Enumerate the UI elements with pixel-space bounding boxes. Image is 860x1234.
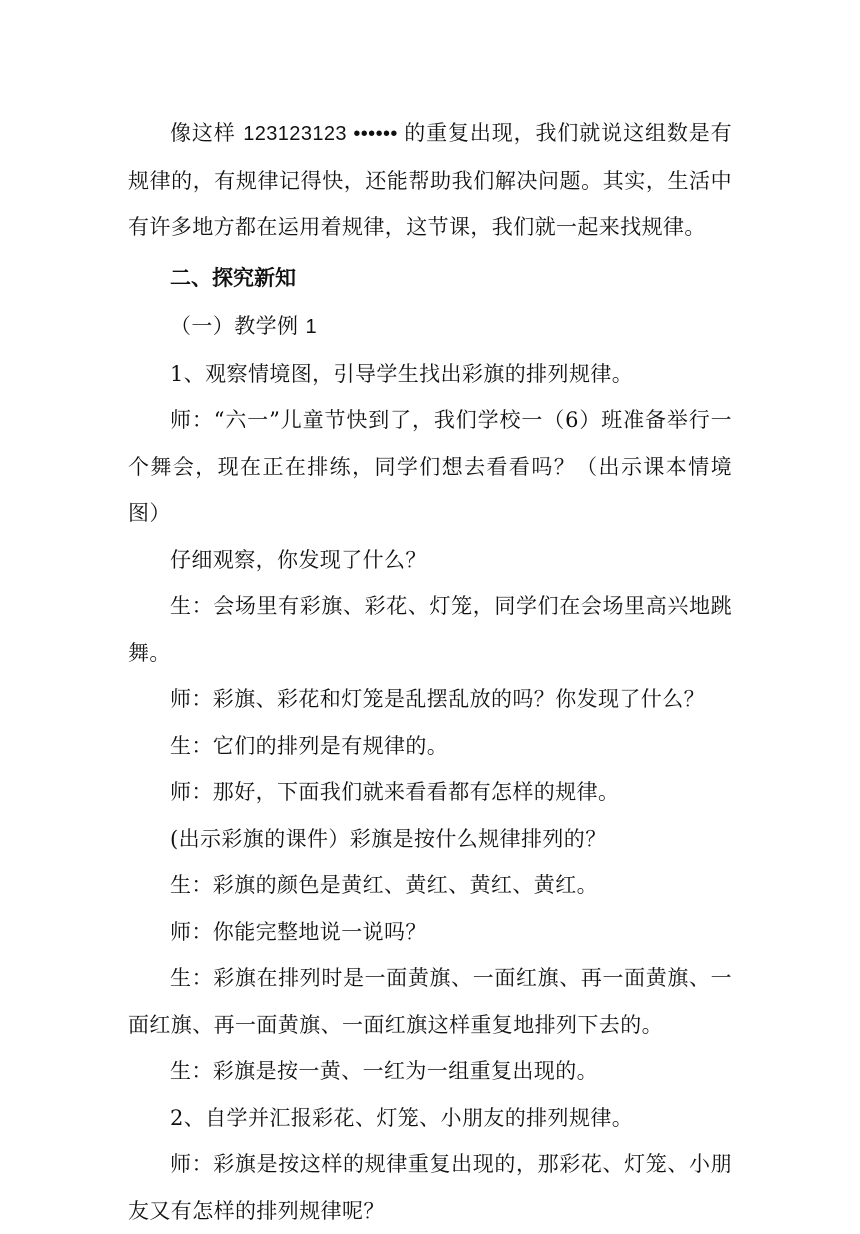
paragraph: 生：彩旗的颜色是黄红、黄红、黄红、黄红。 <box>170 873 598 897</box>
paragraph: 师：你能完整地说一说吗？ <box>170 919 427 944</box>
paragraph: 生：彩旗是按一黄、一红为一组重复出现的。 <box>170 1059 598 1083</box>
paragraph: 生：彩旗在排列时是一面黄旗、一面红旗、再一面黄旗、一面红旗、再一面黄旗、一面红旗这样重复地排列下去的。 <box>128 966 732 1037</box>
paragraph: 仔细观察，你发现了什么？ <box>170 547 427 572</box>
intro-paragraph <box>128 110 732 251</box>
paragraph: 师：彩旗是按这样的规律重复出现的，那彩花、灯笼、小朋友又有怎样的排列规律呢？ <box>128 1152 732 1223</box>
section-heading: 二、探究新知 <box>170 265 296 290</box>
subsection-title <box>128 303 732 351</box>
document-body <box>128 110 732 1234</box>
paragraph: 1、观察情境图，引导学生找出彩旗的排列规律。 <box>170 361 634 386</box>
intro-sequence: 123123123 <box>243 123 347 145</box>
subsection-number: 1 <box>305 316 318 338</box>
intro-prefix: 像这样 <box>170 121 244 145</box>
paragraph: 师：“六一”儿童节快到了，我们学校一（6）班准备举行一个舞会，现在正在排练，同学们想去看看吗？（出示课本情境图） <box>128 408 732 525</box>
paragraph: 师：那好，下面我们就来看看都有怎样的规律。 <box>170 780 620 804</box>
paragraph: (出示彩旗的课件）彩旗是按什么规律排列的？ <box>170 826 607 851</box>
paragraph: 2、自学并汇报彩花、灯笼、小朋友的排列规律。 <box>170 1105 634 1130</box>
intro-dots: •••••• <box>346 123 405 145</box>
paragraph: 生：会场里有彩旗、彩花、灯笼，同学们在会场里高兴地跳舞。 <box>128 594 732 665</box>
paragraph: 师：彩旗、彩花和灯笼是乱摆乱放的吗？你发现了什么？ <box>170 687 705 711</box>
subsection-prefix: （一）教学例 <box>170 314 306 338</box>
paragraph: 生：它们的排列是有规律的。 <box>170 733 449 758</box>
intro-suffix: 的重复出现，我们就说这组数是有规律的，有规律记得快，还能帮助我们解决问题。其实，生活中有许多地方都在运用着规律，这节课，我们就一起来找规律。 <box>128 121 733 239</box>
